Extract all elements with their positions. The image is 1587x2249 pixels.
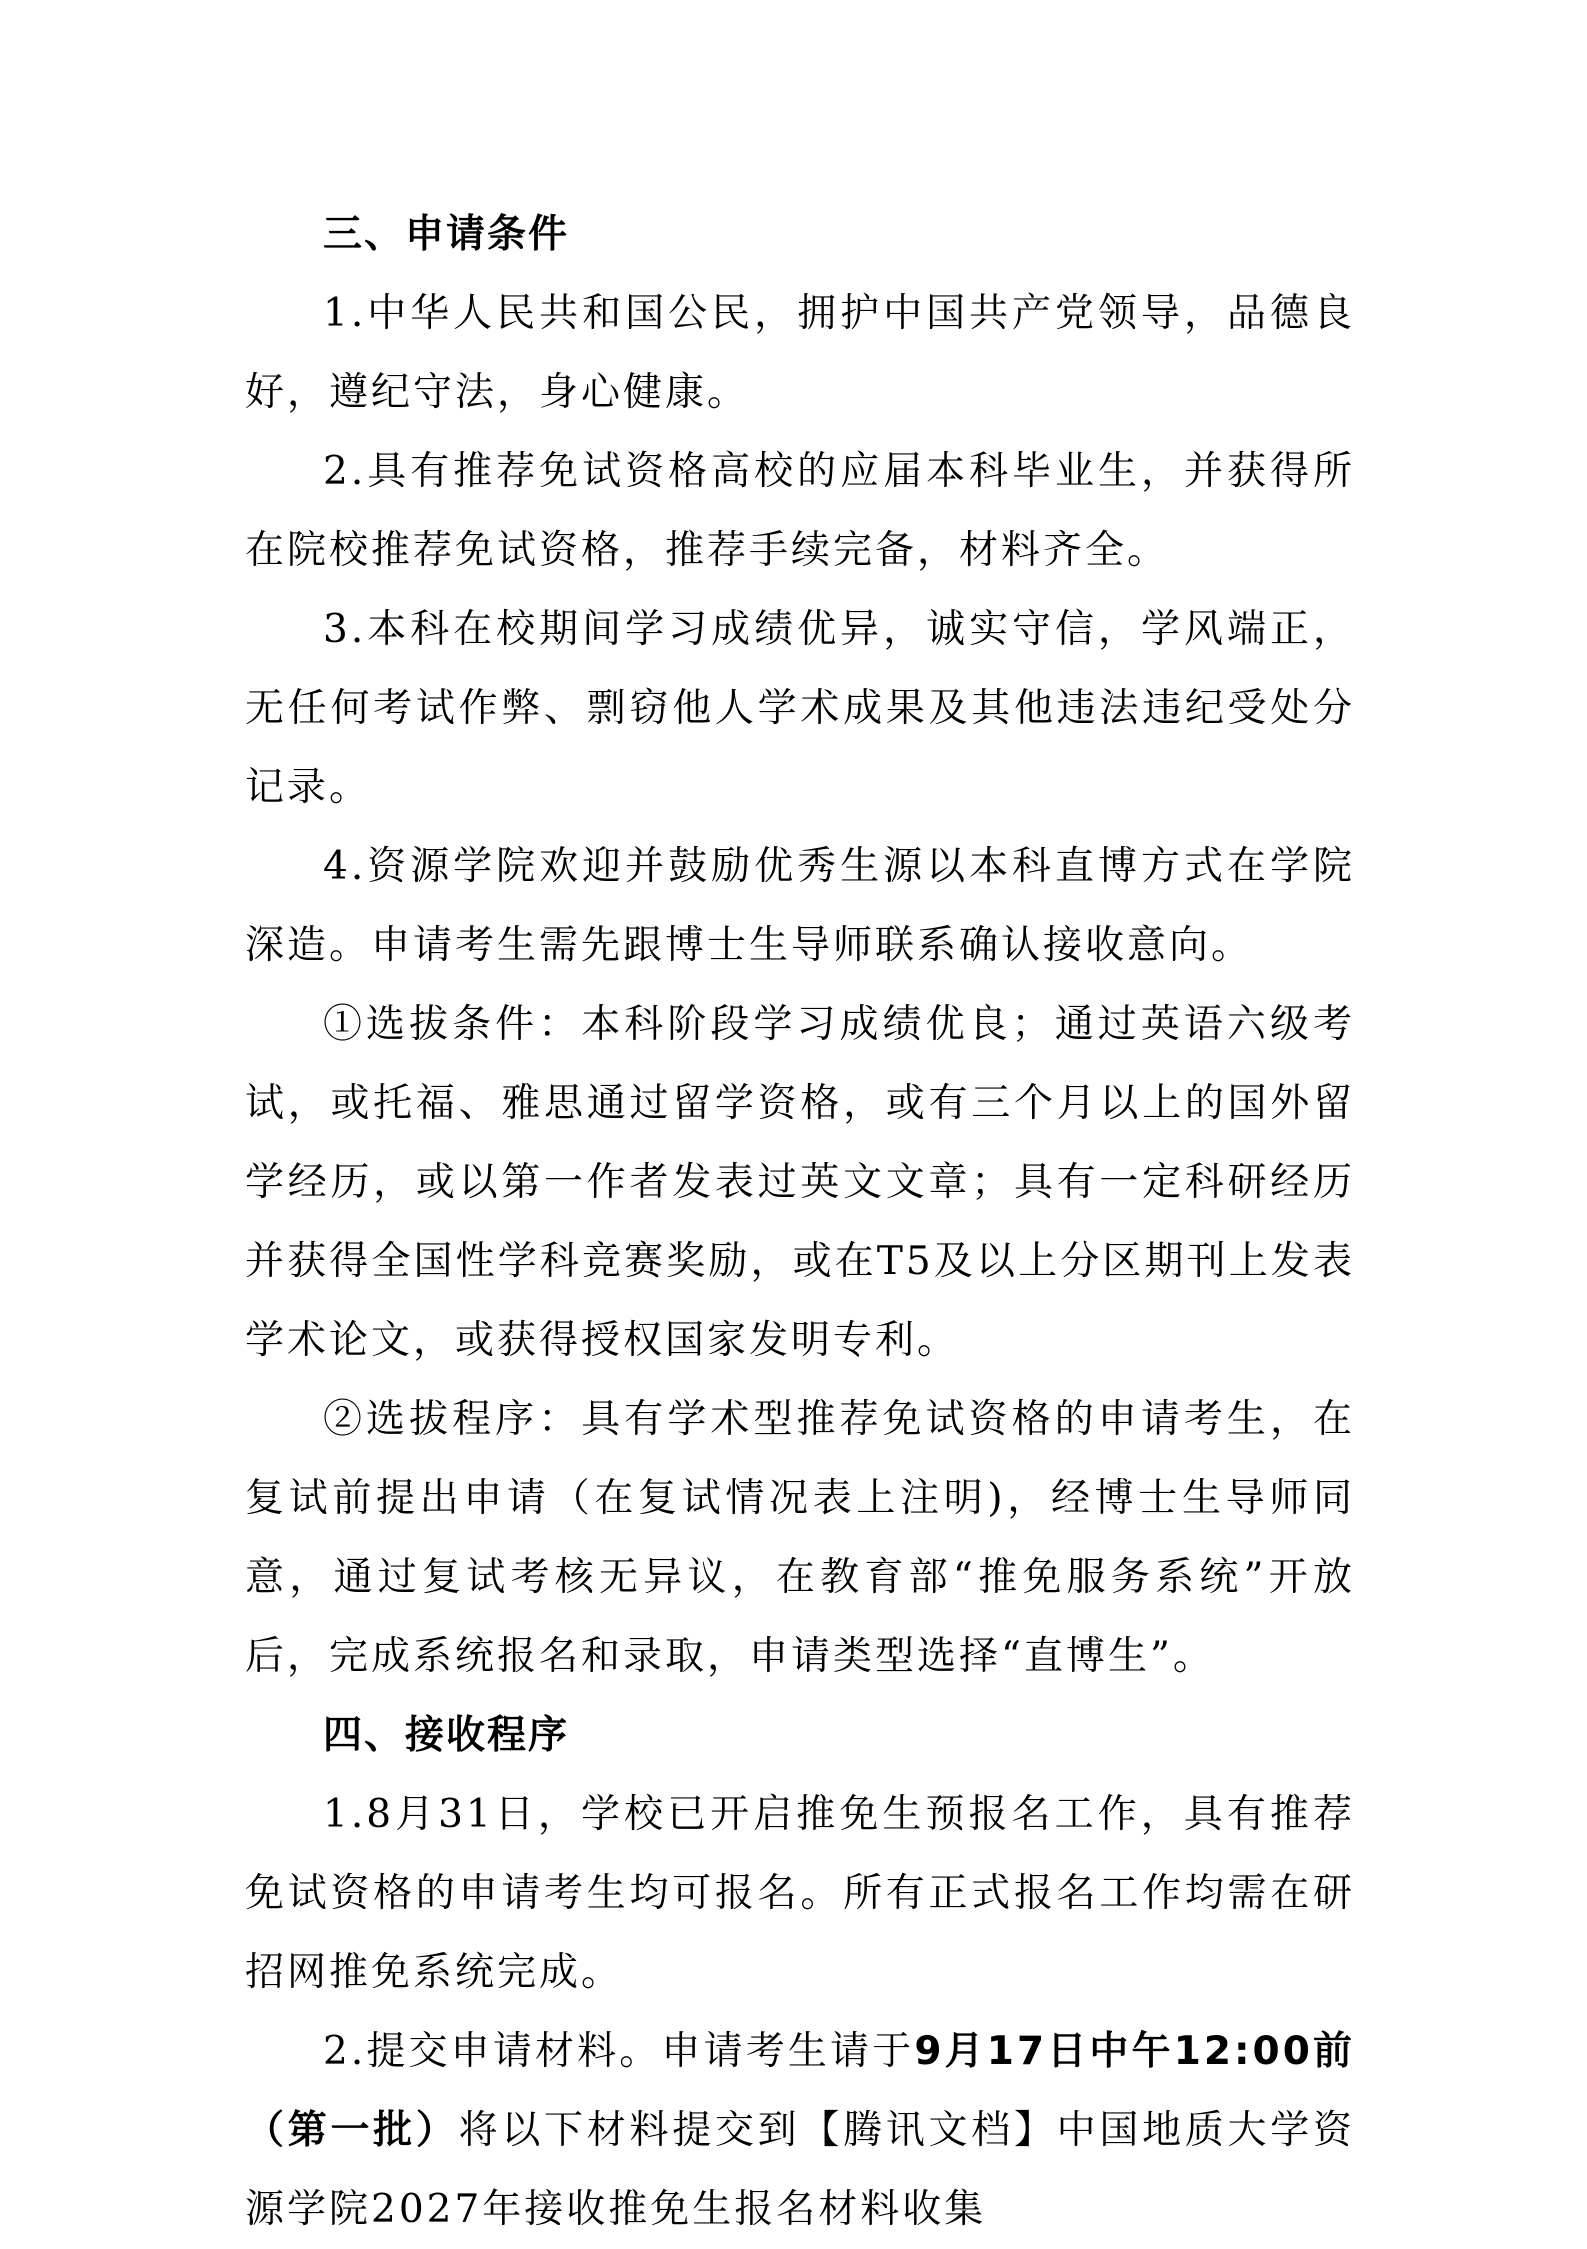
paragraph-condition-3: 3.本科在校期间学习成绩优异，诚实守信，学风端正，无任何考试作弊、剽窃他人学术成果及其他违法违纪受处分记录。 [245, 607, 1355, 810]
section-heading-application-conditions: 三、申请条件 [323, 212, 570, 257]
paragraph-procedure-2 [245, 2012, 1355, 2249]
document-body [245, 195, 1355, 2249]
submission-deadline: 9月17日中午12:00前（第一批） [245, 2029, 1355, 2153]
paragraph-selection-criteria: ①选拔条件：本科阶段学习成绩优良；通过英语六级考试，或托福、雅思通过留学资格，或有三个月以上的国外留学经历，或以第一作者发表过英文文章；具有一定科研经历并获得全国性学科竞赛奖励，或在T5及以上分区期刊上发表学术论文，或获得授权国家发明专利。 [245, 1002, 1355, 1363]
paragraph-condition-2: 2.具有推荐免试资格高校的应届本科毕业生，并获得所在院校推荐免试资格，推荐手续完备，材料齐全。 [245, 449, 1355, 573]
paragraph-procedure-1: 1.8月31日，学校已开启推免生预报名工作，具有推荐免试资格的申请考生均可报名。所有正式报名工作均需在研招网推免系统完成。 [245, 1792, 1355, 1995]
paragraph-condition-1: 1.中华人民共和国公民，拥护中国共产党领导，品德良好，遵纪守法，身心健康。 [245, 291, 1355, 415]
section-heading-admission-procedure: 四、接收程序 [323, 1713, 570, 1758]
procedure-2-suffix: 将以下材料提交到【腾讯文档】中国地质大学资源学院2027年接收推免生报名材料收集 [245, 2108, 1355, 2232]
paragraph-condition-4: 4.资源学院欢迎并鼓励优秀生源以本科直博方式在学院深造。申请考生需先跟博士生导师联系确认接收意向。 [245, 844, 1355, 968]
procedure-2-prefix: 2.提交申请材料。申请考生请于 [323, 2029, 915, 2074]
paragraph-selection-procedure: ②选拔程序：具有学术型推荐免试资格的申请考生，在复试前提出申请（在复试情况表上注明)，经博士生导师同意，通过复试考核无异议，在教育部“推免服务系统”开放后，完成系统报名和录取，申请类型选择“直博生”。 [245, 1397, 1355, 1679]
